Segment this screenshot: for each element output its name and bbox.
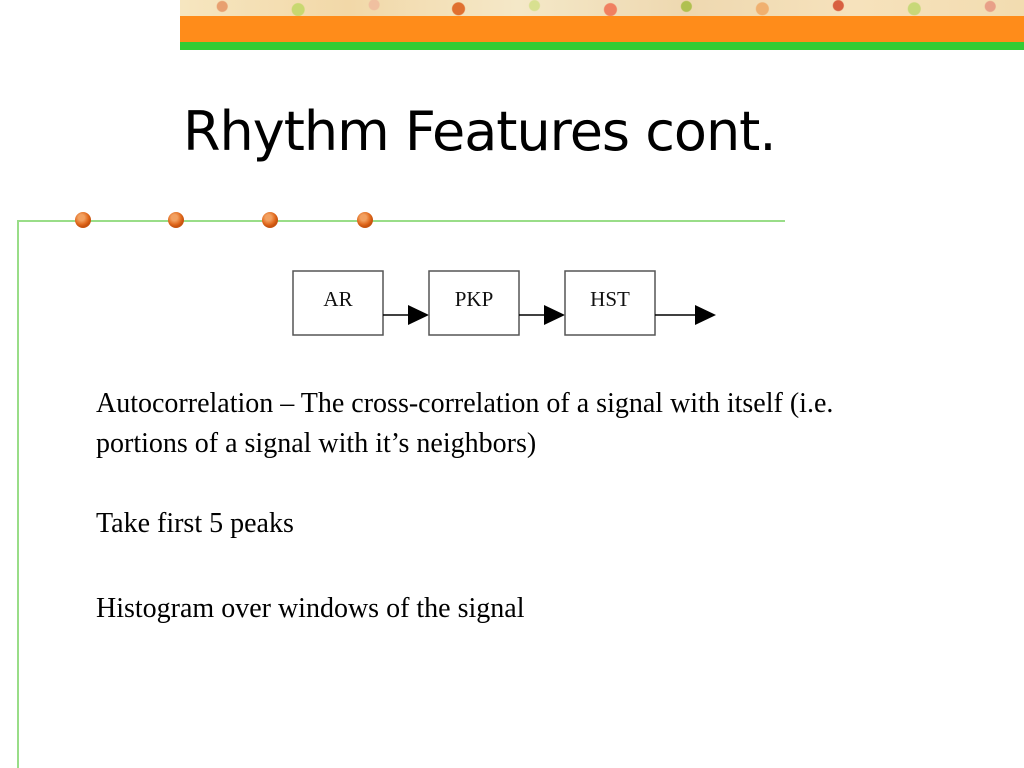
bullet-peaks: Take first 5 peaks	[96, 508, 294, 539]
diagram-label-hst: HST	[590, 287, 630, 311]
diagram-label-pkp: PKP	[454, 287, 494, 311]
bullet-dot-icon	[168, 212, 184, 228]
bullet-dot-icon	[75, 212, 91, 228]
green-banner-stripe	[180, 42, 1024, 50]
vertical-divider	[17, 220, 19, 768]
arrow-head-icon	[544, 305, 565, 325]
arrow-head-icon	[695, 305, 716, 325]
arrow-head-icon	[408, 305, 429, 325]
bullet-autocorrelation: Autocorrelation – The cross-correlation of a signal with itself (i.e. portions of a signal with it’s neighbors)	[96, 388, 834, 459]
bullet-histogram: Histogram over windows of the signal	[96, 593, 525, 624]
horizontal-divider	[17, 220, 785, 222]
bullet-dot-icon	[357, 212, 373, 228]
floral-banner-decoration	[180, 0, 1024, 16]
diagram-label-ar: AR	[323, 287, 353, 311]
orange-banner-stripe	[180, 16, 1024, 42]
bullet-dot-icon	[262, 212, 278, 228]
pipeline-diagram	[288, 266, 728, 342]
slide-title: Rhythm Features cont.	[183, 100, 776, 163]
